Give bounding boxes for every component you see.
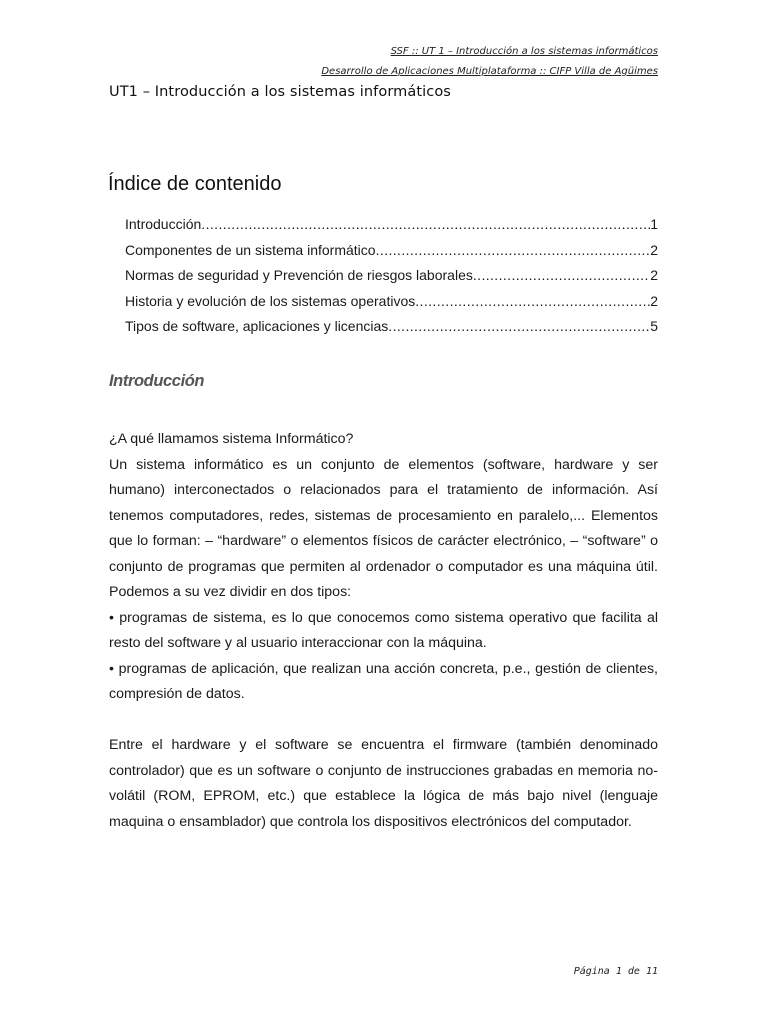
section-body <box>109 427 658 835</box>
toc-leader-dots <box>415 289 650 315</box>
toc-entry-label: Introducción <box>125 216 202 232</box>
section-heading: Introducción <box>109 372 205 390</box>
body-question: ¿A qué llamamos sistema Informático? <box>109 431 354 447</box>
table-of-contents <box>125 212 658 340</box>
header-course-line: SSF :: UT 1 – Introducción a los sistemas informáticos <box>390 46 658 57</box>
toc-entry[interactable] <box>125 289 658 315</box>
toc-entry[interactable] <box>125 263 658 289</box>
page-number-footer: Página 1 de 11 <box>573 966 658 977</box>
toc-entry-page: 1 <box>650 216 658 232</box>
toc-heading: Índice de contenido <box>108 173 282 195</box>
toc-entry-page: 2 <box>650 267 658 283</box>
toc-leader-dots <box>473 263 650 289</box>
toc-entry[interactable] <box>125 212 658 238</box>
page-header <box>321 42 658 82</box>
toc-leader-dots <box>201 212 650 238</box>
body-paragraph: Un sistema informático es un conjunto de elementos (software, hardware y ser humano) interconectados o relacionados para el tratamiento de información. Así tenemos computadores, redes, sistemas de procesamiento en paralelo,... Elementos que lo forman: – “hardware” o elementos físicos de carácter electrónico, – “software” o conjunto de programas que permiten al ordenador o computador es una máquina útil. Podemos a su vez dividir en dos tipos: <box>109 456 658 600</box>
toc-entry-label: Tipos de software, aplicaciones y licencias <box>125 318 389 334</box>
toc-entry-label: Normas de seguridad y Prevención de riesgos laborales <box>125 267 473 283</box>
toc-entry-page: 5 <box>650 318 658 334</box>
body-bullet: • programas de sistema, es lo que conocemos como sistema operativo que facilita al resto del software y al usuario interaccionar con la máquina. <box>109 609 658 651</box>
toc-leader-dots <box>388 314 650 340</box>
toc-leader-dots <box>376 238 651 264</box>
body-bullet: • programas de aplicación, que realizan una acción concreta, p.e., gestión de clientes, compresión de datos. <box>109 660 658 702</box>
toc-entry[interactable] <box>125 314 658 340</box>
toc-entry-page: 2 <box>650 241 658 258</box>
toc-entry[interactable] <box>125 238 658 264</box>
toc-entry-label: Componentes de un sistema informático <box>125 241 376 258</box>
toc-entry-page: 2 <box>650 292 658 309</box>
body-paragraph: Entre el hardware y el software se encuentra el firmware (también denominado controlador) que es un software o conjunto de instrucciones grabadas en memoria no-volátil (ROM, EPROM, etc.) que establece la lógica de más bajo nivel (lenguaje maquina o ensamblador) que controla los dispositivos electrónicos del computador. <box>109 737 658 830</box>
toc-entry-label: Historia y evolución de los sistemas operativos <box>125 292 416 309</box>
header-institution-line: Desarrollo de Aplicaciones Multiplataforma :: CIFP Villa de Agüimes <box>321 66 658 77</box>
document-title: UT1 – Introducción a los sistemas informáticos <box>109 84 451 100</box>
